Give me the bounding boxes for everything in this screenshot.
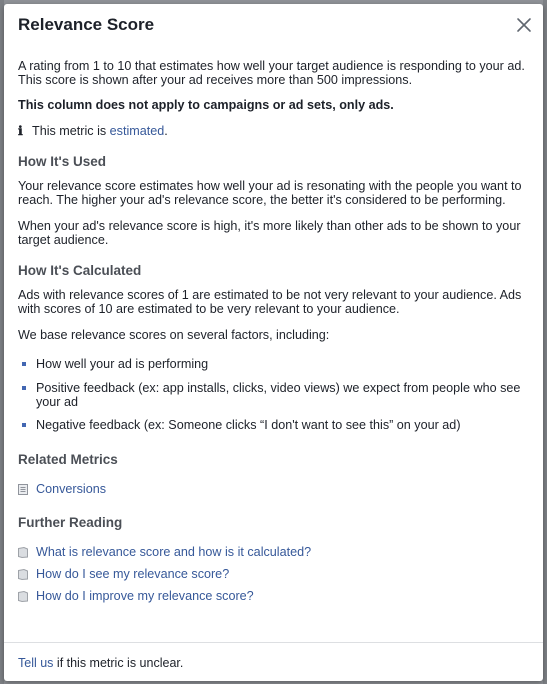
info-suffix: . [164, 124, 168, 138]
feedback-prompt [18, 656, 183, 670]
tell-us-link[interactable]: Tell us [18, 656, 54, 670]
conversions-link[interactable]: Conversions [36, 482, 106, 496]
how-used-para-1-line-2: reach. The higher your ad's relevance score, the better it's considered to be performing. [18, 193, 506, 207]
metric-doc-icon [18, 484, 28, 495]
related-metrics-heading: Related Metrics [18, 452, 118, 467]
further-reading-link-3[interactable]: How do I improve my relevance score? [36, 589, 254, 603]
article-icon [18, 547, 28, 558]
further-reading-item-1[interactable] [18, 545, 528, 559]
estimated-info [18, 124, 528, 138]
dialog-title: Relevance Score [18, 15, 155, 34]
dialog-footer [4, 642, 543, 681]
info-prefix: This metric is [32, 124, 110, 138]
how-used-para-2-line-1: When your ad's relevance score is high, it's more likely than other ads to be shown to your [18, 219, 521, 233]
info-icon: ℹ [18, 124, 23, 138]
article-icon [18, 569, 28, 580]
close-icon[interactable] [515, 16, 533, 34]
description-line-1: A rating from 1 to 10 that estimates how well your target audience is responding to your ad. [18, 59, 525, 73]
how-calculated-para-2: We base relevance scores on several factors, including: [18, 328, 330, 342]
factor-item-negative-feedback: Negative feedback (ex: Someone clicks “I don't want to see this” on your ad) [18, 418, 528, 432]
factors-list [18, 357, 528, 432]
feedback-text: if this metric is unclear. [53, 656, 184, 670]
article-icon [18, 591, 28, 602]
factor-item-positive-feedback: Positive feedback (ex: app installs, clicks, video views) we expect from people who see your ad [18, 381, 528, 409]
dialog-header [4, 4, 543, 48]
description-line-2: This score is shown after your ad receives more than 500 impressions. [18, 73, 413, 87]
further-reading-link-2[interactable]: How do I see my relevance score? [36, 567, 230, 581]
how-used-para-2-line-2: target audience. [18, 233, 109, 247]
relevance-score-dialog [4, 4, 543, 681]
dialog-content [18, 59, 528, 603]
how-calculated-para-1-line-2: with scores of 10 are estimated to be very relevant to your audience. [18, 302, 400, 316]
further-reading-item-2[interactable] [18, 567, 528, 581]
background-overlay-right [543, 0, 547, 684]
factor-item-performance: How well your ad is performing [18, 357, 528, 371]
further-reading-link-1[interactable]: What is relevance score and how is it calculated? [36, 545, 312, 559]
estimated-link[interactable]: estimated [109, 124, 165, 138]
related-metric-conversions[interactable] [18, 482, 528, 496]
how-calculated-heading: How It's Calculated [18, 263, 142, 278]
how-used-para-1-line-1: Your relevance score estimates how well your ad is resonating with the people you want to [18, 179, 522, 193]
how-calculated-para-1-line-1: Ads with relevance scores of 1 are estimated to be not very relevant to your audience. Ads [18, 288, 522, 302]
applicability-note: This column does not apply to campaigns or ad sets, only ads. [18, 98, 394, 112]
how-used-heading: How It's Used [18, 154, 106, 169]
further-reading-heading: Further Reading [18, 515, 123, 530]
further-reading-item-3[interactable] [18, 589, 528, 603]
